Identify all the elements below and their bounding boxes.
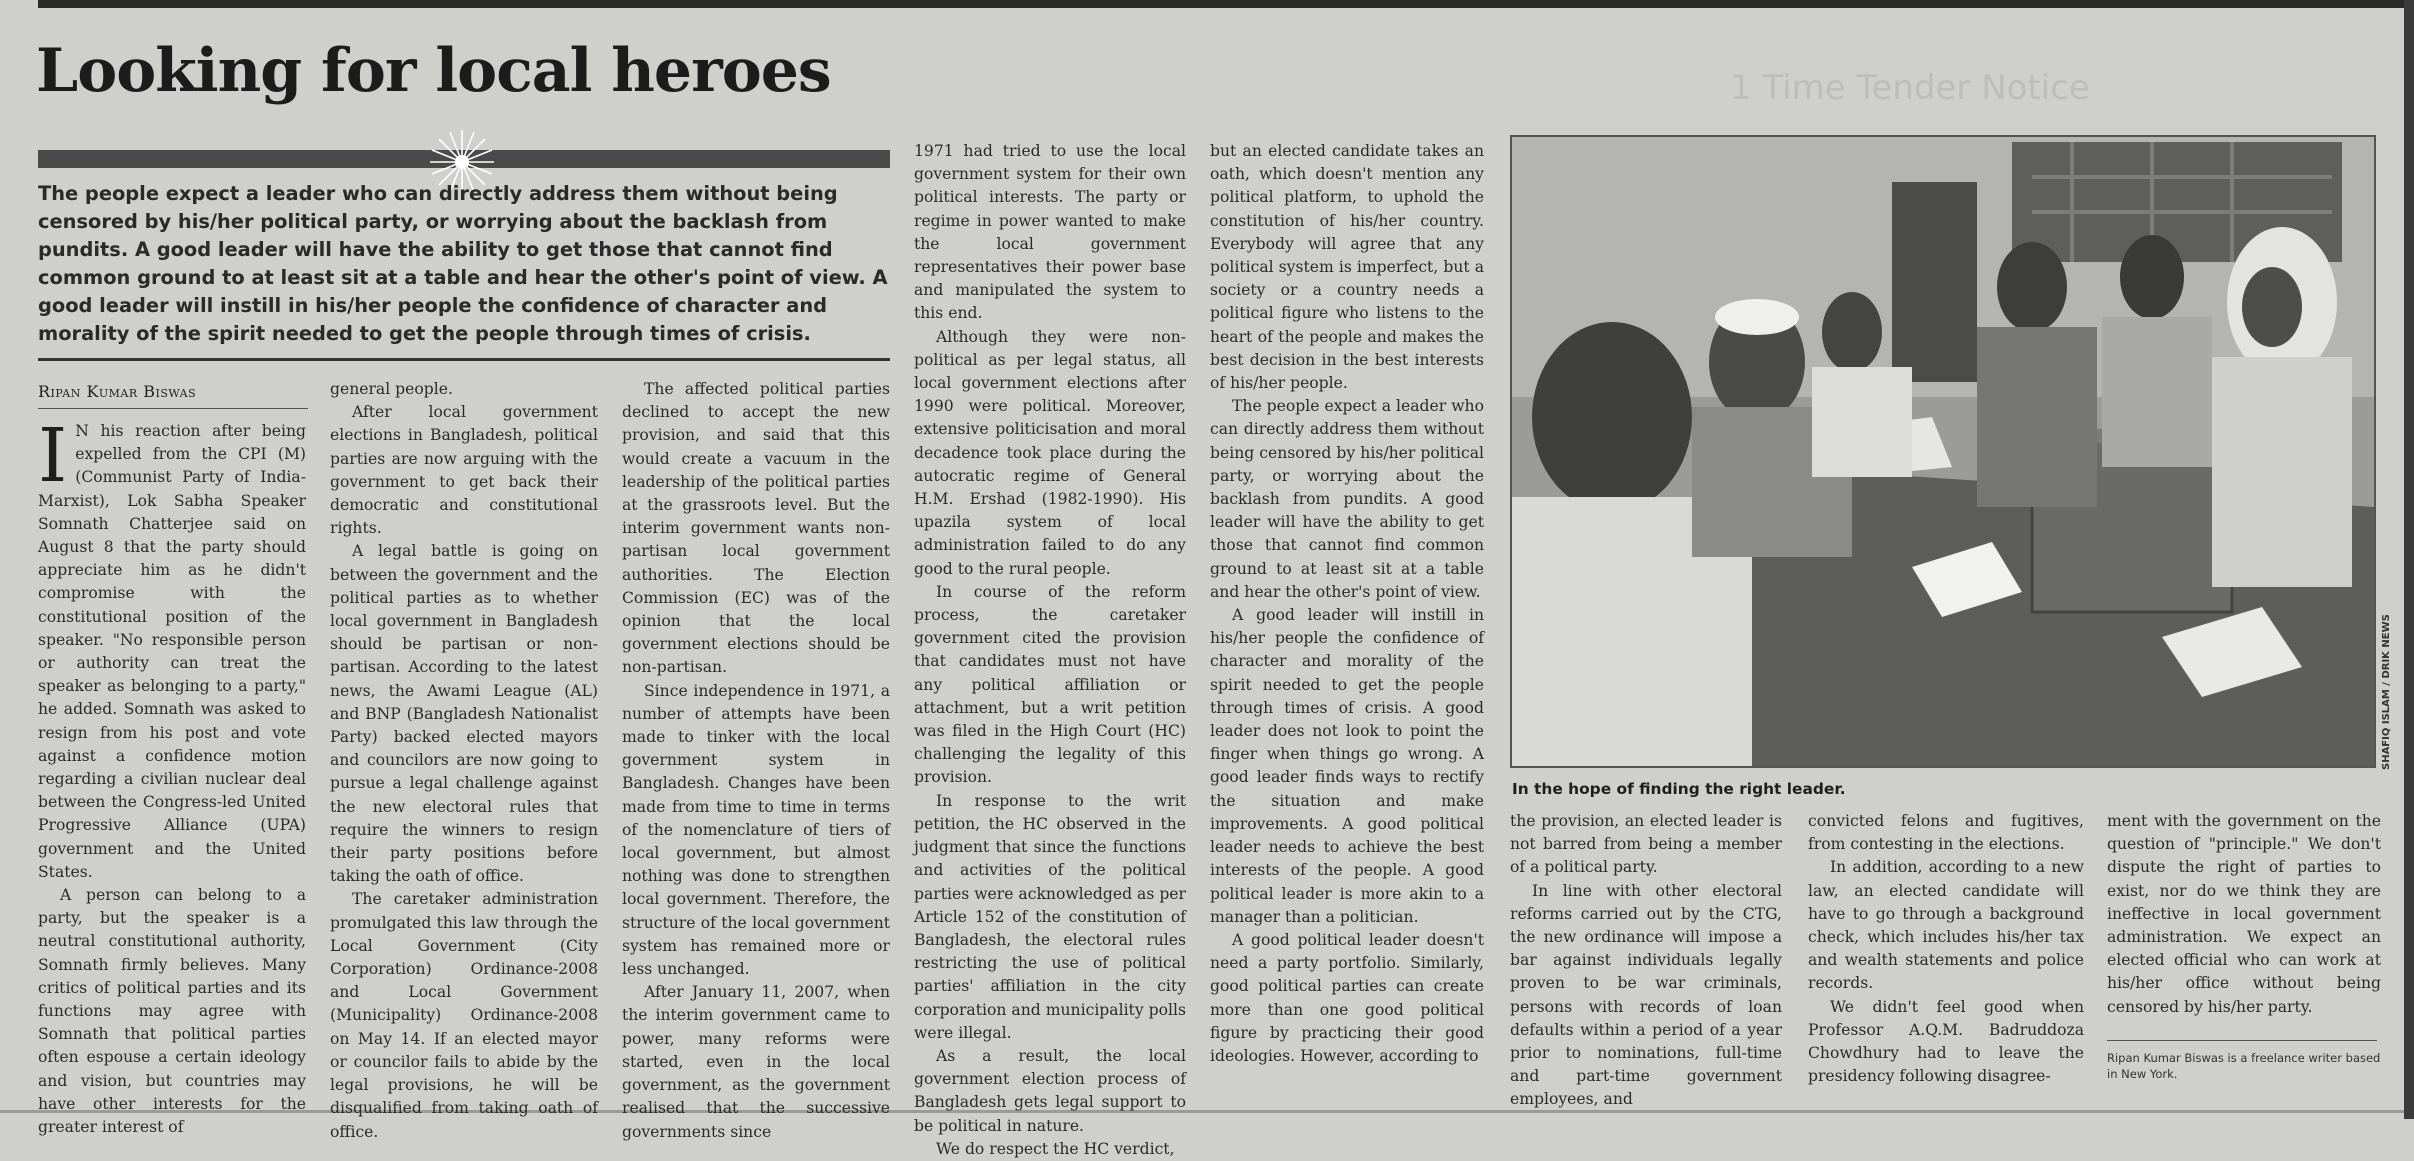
standfirst-rule	[38, 358, 890, 361]
paragraph: A good political leader doesn't need a party portfolio. Similarly, good political parties can create more than one good political figure by practicing their good ideologies. However, according to	[1210, 930, 1484, 1065]
paragraph: In line with other electoral reforms carried out by the CTG, the new ordinance will impose a bar against individuals legally proven to be war criminals, persons with records of loan defaults within a period of a year prior to nominations, full-time and part-time government employees, and	[1510, 881, 1782, 1109]
paragraph: A legal battle is going on between the government and the political parties as to whether local government in Bangladesh should be partisan or non-partisan. According to the latest news, the Awami League (AL) and BNP (Bangladesh Nationalist Party) backed elected mayors and councilors are now going to pursue a legal challenge against the new electoral rules that require the winners to resign their party positions before taking the oath of office.	[330, 542, 598, 886]
paragraph: We do respect the HC verdict,	[936, 1139, 1175, 1158]
paragraph: After local government elections in Bangladesh, political parties are now arguing with the government to get back their democratic and constitutional rights.	[330, 403, 598, 538]
paragraph: We didn't feel good when Professor A.Q.M. Badruddoza Chowdhury had to leave the presidency following disagree-	[1808, 997, 2084, 1086]
paragraph-text: N his reaction after being expelled from the CPI (M) (Communist Party of India-Marxist), Lok Sabha Speaker Somnath Chatterjee said on August 8 that the party should appreciate him as he didn't compromise with the constitutional position of the speaker. "No responsible person or authority can treat the speaker as belonging to a party," he added. Somnath was asked to resign from his post and vote against a confidence motion regarding a civilian nuclear deal between the Congress-led United Progressive Alliance (UPA) government and the United States.	[38, 422, 306, 881]
photo-credit: SHAFIQ ISLAM / DRIK NEWS	[2381, 614, 2392, 770]
paragraph: In addition, according to a new law, an elected candidate will have to go through a background check, which includes his/her tax and wealth statements and police records.	[1808, 858, 2084, 993]
paragraph: general people.	[330, 380, 453, 398]
drop-cap: I	[38, 413, 68, 499]
article-column-8	[2107, 810, 2381, 1019]
paragraph: Although they were non-political as per legal status, all local government elections after 1990 were political. Moreover, extensive politicisation and moral decadence took place during the autocratic regime of General H.M. Ershad (1982-1990). His upazila system of local administration failed to do any good to the rural people.	[914, 327, 1186, 578]
article-column-4	[914, 140, 1186, 1161]
article-column-2	[330, 378, 598, 1144]
polling-scene-image	[1512, 137, 2374, 766]
paragraph: A good leader will instill in his/her people the confidence of character and morality of the spirit needed to get the people through times of crisis. A good leader does not look to point the finger when things go wrong. A good leader finds ways to rectify the situation and make improvements. A good political leader needs to achieve the best interests of the people. A good political leader is more akin to a manager than a politician.	[1210, 606, 1484, 926]
paragraph: but an elected candidate takes an oath, which doesn't mention any political platform, to uphold the constitution of his/her country. Everybody will agree that any political system is imperfect, but a society or a country needs a political figure who listens to the heart of the people and makes the best decision in the best interests of his/her people.	[1210, 142, 1484, 393]
paragraph: A person can belong to a party, but the speaker is a neutral constitutional authority, Somnath firmly believes. Many critics of political parties and its functions may agree with Somnath that political parties often espouse a certain ideology and vision, but countries may have other interests for the greater interest of	[38, 886, 306, 1137]
paragraph: The affected political parties declined to accept the new provision, and said that this would create a vacuum in the leadership of the political parties at the grassroots level. But the interim government wants non-partisan local government authorities. The Election Commission (EC) was of the opinion that the local government elections should be non-partisan.	[622, 380, 890, 677]
paragraph: ment with the government on the question of "principle." We don't dispute the right of parties to exist, nor do we think they are ineffective in local government administration. We expect an elected official who can work at his/her office without being censored by his/her party.	[2107, 812, 2381, 1016]
article-column-6	[1510, 810, 1782, 1112]
photo-caption: In the hope of finding the right leader.	[1512, 780, 1846, 798]
paragraph: Since independence in 1971, a number of attempts have been made to tinker with the local government system in Bangladesh. Changes have been made from time to time in terms of the nomenclature of tiers of local government, but almost nothing was done to strengthen local government. Therefore, the structure of the local government system has remained more or less unchanged.	[622, 681, 890, 979]
page-edge	[2404, 0, 2414, 1119]
top-rule	[38, 0, 2408, 8]
article-column-7	[1808, 810, 2084, 1088]
headline: Looking for local heroes	[36, 36, 831, 106]
article-column-3	[622, 378, 890, 1144]
paragraph: The caretaker administration promulgated this law through the Local Government (City Corporation) Ordinance-2008 and Local Government (Municipality) Ordinance-2008 on May 14. If an elected mayor or councilor fails to abide by the legal provisions, he will be disqualified from taking oath of office.	[330, 890, 598, 1141]
byline: Ripan Kumar Biswas	[38, 382, 197, 401]
paragraph: In response to the writ petition, the HC observed in the judgment that since the functions and activities of the political parties were acknowledged as per Article 152 of the constitution of Bangladesh, the electoral rules restricting the use of political parties' affiliation in the city corporation and municipality polls were illegal.	[914, 791, 1186, 1042]
paragraph: As a result, the local government election process of Bangladesh gets legal support to be political in nature.	[914, 1046, 1186, 1135]
paragraph: the provision, an elected leader is not barred from being a member of a political party.	[1510, 812, 1782, 877]
paragraph: In course of the reform process, the caretaker government cited the provision that candidates must not have any political affiliation or attachment, but a writ petition was filed in the High Court (HC) challenging the legality of this provision.	[914, 582, 1186, 787]
byline-rule	[38, 408, 308, 409]
paragraph	[38, 413, 306, 884]
news-photo	[1510, 135, 2376, 768]
article-column-1	[38, 413, 306, 1139]
paragraph: 1971 had tried to use the local government system for their own political interests. The party or regime in power wanted to make the local government representatives their power base and manipulated the system to this end.	[914, 142, 1186, 323]
paragraph: The people expect a leader who can directly address them without being censored by his/her political party, or worrying about the backlash from pundits. A good leader will have the ability to get those that cannot find common ground to at least sit at a table and hear the other's point of view.	[1210, 397, 1484, 601]
article-column-5	[1210, 140, 1484, 1068]
bleed-through-text: 1 Time Tender Notice	[1730, 68, 2090, 108]
standfirst: The people expect a leader who can directly address them without being censored by his/her political party, or worrying about the backlash from pundits. A good leader will have the ability to get those that cannot find common ground to at least sit at a table and hear the other's point of view. A good leader will instill in his/her people the confidence of character and morality of the spirit needed to get the people through times of crisis.	[38, 182, 888, 345]
paragraph: convicted felons and fugitives, from contesting in the elections.	[1808, 812, 2084, 854]
author-footnote: Ripan Kumar Biswas is a freelance writer based in New York.	[2107, 1051, 2381, 1081]
footnote-rule	[2107, 1040, 2377, 1041]
paragraph: After January 11, 2007, when the interim government came to power, many reforms were started, even in the local government, as the government realised that the successive governments since	[622, 983, 890, 1141]
